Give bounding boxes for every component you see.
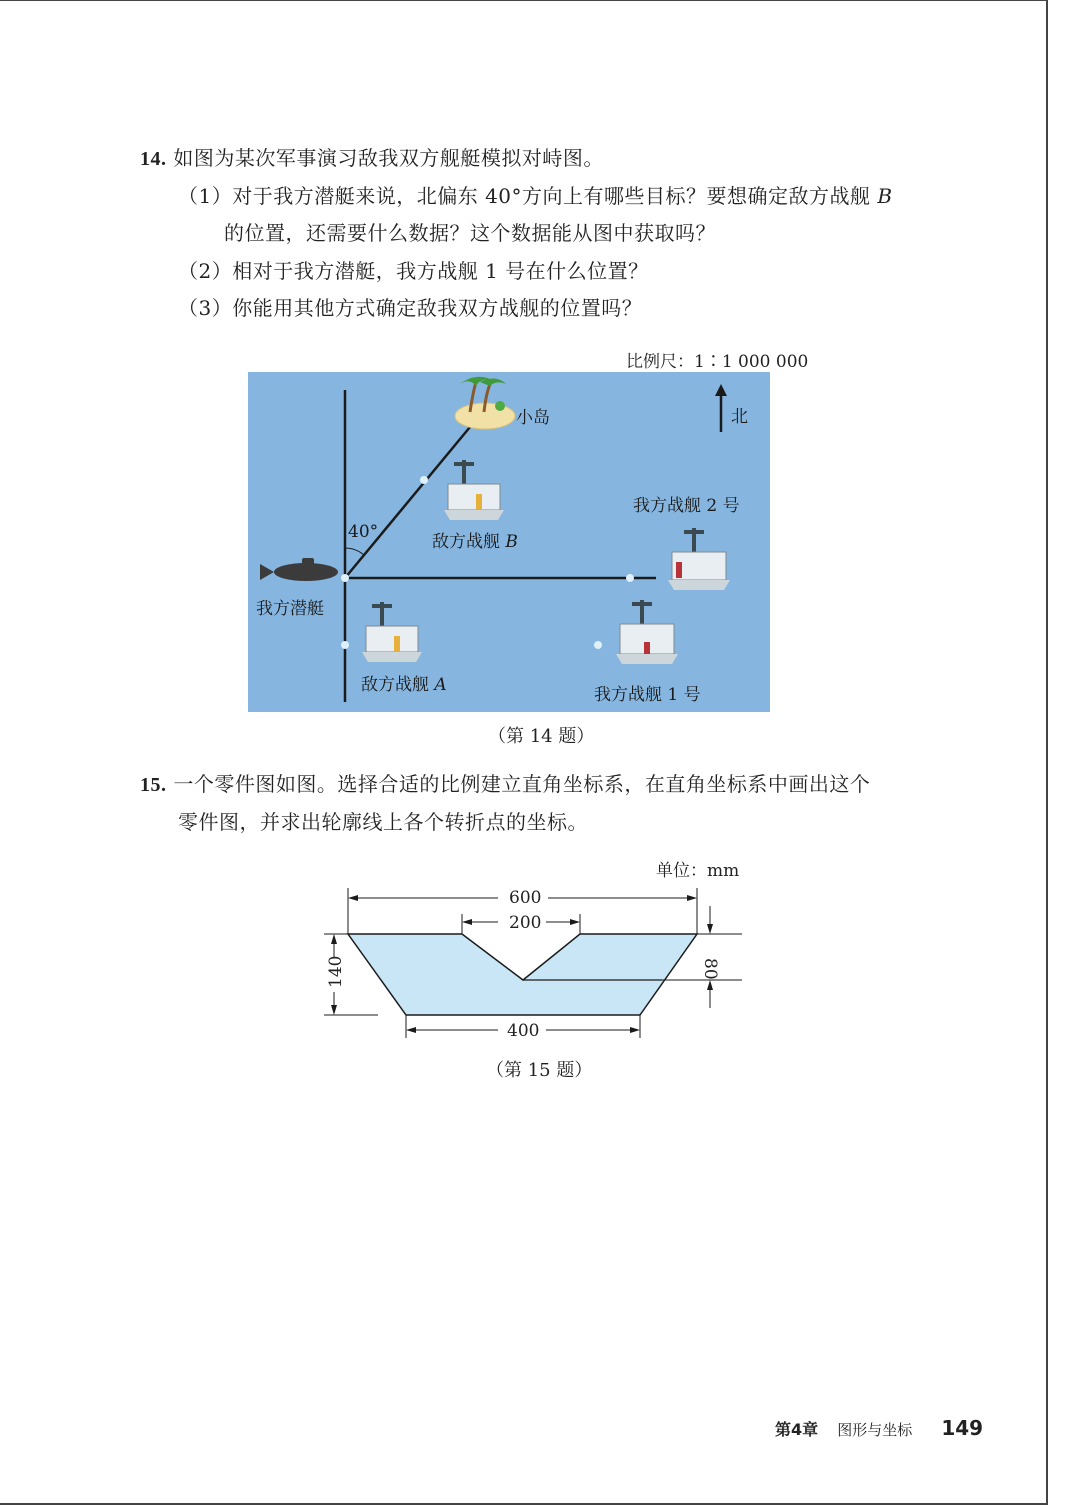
fig15-unit: 单位：mm	[656, 861, 740, 881]
dim-140-arrow-top	[331, 934, 337, 944]
enemy-b-var: B	[505, 532, 518, 552]
our2-label: 我方战舰 2 号	[633, 496, 740, 516]
q14-sub1-var: B	[877, 184, 893, 208]
footer-chapter: 第4章	[775, 1420, 819, 1439]
footer-title: 图形与坐标	[837, 1421, 913, 1439]
point-our2	[626, 574, 634, 582]
q14-text: 如图为某次军事演习敌我双方舰艇模拟对峙图。	[173, 146, 604, 170]
dim-600-arrow-right	[687, 895, 697, 901]
fig15-caption: （第 15 题）	[486, 1060, 593, 1081]
q15-heading	[140, 772, 870, 797]
q14-sub2: （2）相对于我方潜艇，我方战舰 1 号在什么位置？	[178, 259, 649, 283]
q14-heading	[140, 146, 604, 171]
dim-400-arrow-right	[630, 1027, 640, 1033]
sub-label: 我方潜艇	[256, 599, 324, 619]
enemy-a-text: 敌方战舰	[361, 675, 435, 695]
point-enemy-b	[420, 476, 428, 484]
dim-600-arrow-left	[348, 895, 358, 901]
dim-400-arrow-left	[406, 1027, 416, 1033]
dim-80-label: 80	[700, 958, 720, 980]
q14-sub1-line2: 的位置，还需要什么数据？这个数据能从图中获取吗？	[224, 221, 716, 245]
enemy-a-label	[361, 670, 447, 695]
q14-sub1-text: （1）对于我方潜艇来说，北偏东 40°方向上有哪些目标？要想确定敌方战舰	[178, 184, 878, 208]
footer	[775, 1416, 983, 1440]
q15-line2: 零件图，并求出轮廓线上各个转折点的坐标。	[178, 810, 588, 834]
q14-sub3: （3）你能用其他方式确定敌我双方战舰的位置吗？	[178, 296, 643, 320]
q14-number: 14.	[140, 148, 167, 170]
q15-line1: 一个零件图如图。选择合适的比例建立直角坐标系，在直角坐标系中画出这个	[173, 772, 871, 796]
angle-label: 40°	[348, 522, 379, 542]
dim-80-arrow-top	[707, 924, 713, 934]
enemy-b-label	[432, 527, 518, 552]
point-our1	[594, 641, 602, 649]
enemy-b-text: 敌方战舰	[432, 532, 506, 552]
q14-sub1-line1	[178, 184, 893, 208]
origin-point	[341, 574, 349, 582]
enemy-a-var: A	[434, 675, 447, 695]
fig14-caption: （第 14 题）	[488, 726, 595, 747]
fig14-scale: 比例尺：1∶1 000 000	[626, 352, 809, 372]
dim-140-label: 140	[326, 955, 346, 988]
q15-number: 15.	[140, 774, 167, 796]
dim-600-label: 600	[509, 888, 542, 908]
page-number: 149	[941, 1416, 984, 1440]
part-shape	[348, 934, 697, 1015]
dim-140-arrow-bottom	[331, 1005, 337, 1015]
dim-200-arrow-left	[462, 919, 472, 925]
point-enemy-a	[341, 641, 349, 649]
dim-80-arrow-bottom	[707, 980, 713, 990]
dim-200-arrow-right	[570, 919, 580, 925]
our1-label: 我方战舰 1 号	[594, 685, 701, 705]
dim-400-label: 400	[507, 1021, 540, 1041]
north-label: 北	[731, 407, 748, 427]
dim-200-label: 200	[509, 913, 542, 933]
island-label: 小岛	[516, 408, 550, 428]
